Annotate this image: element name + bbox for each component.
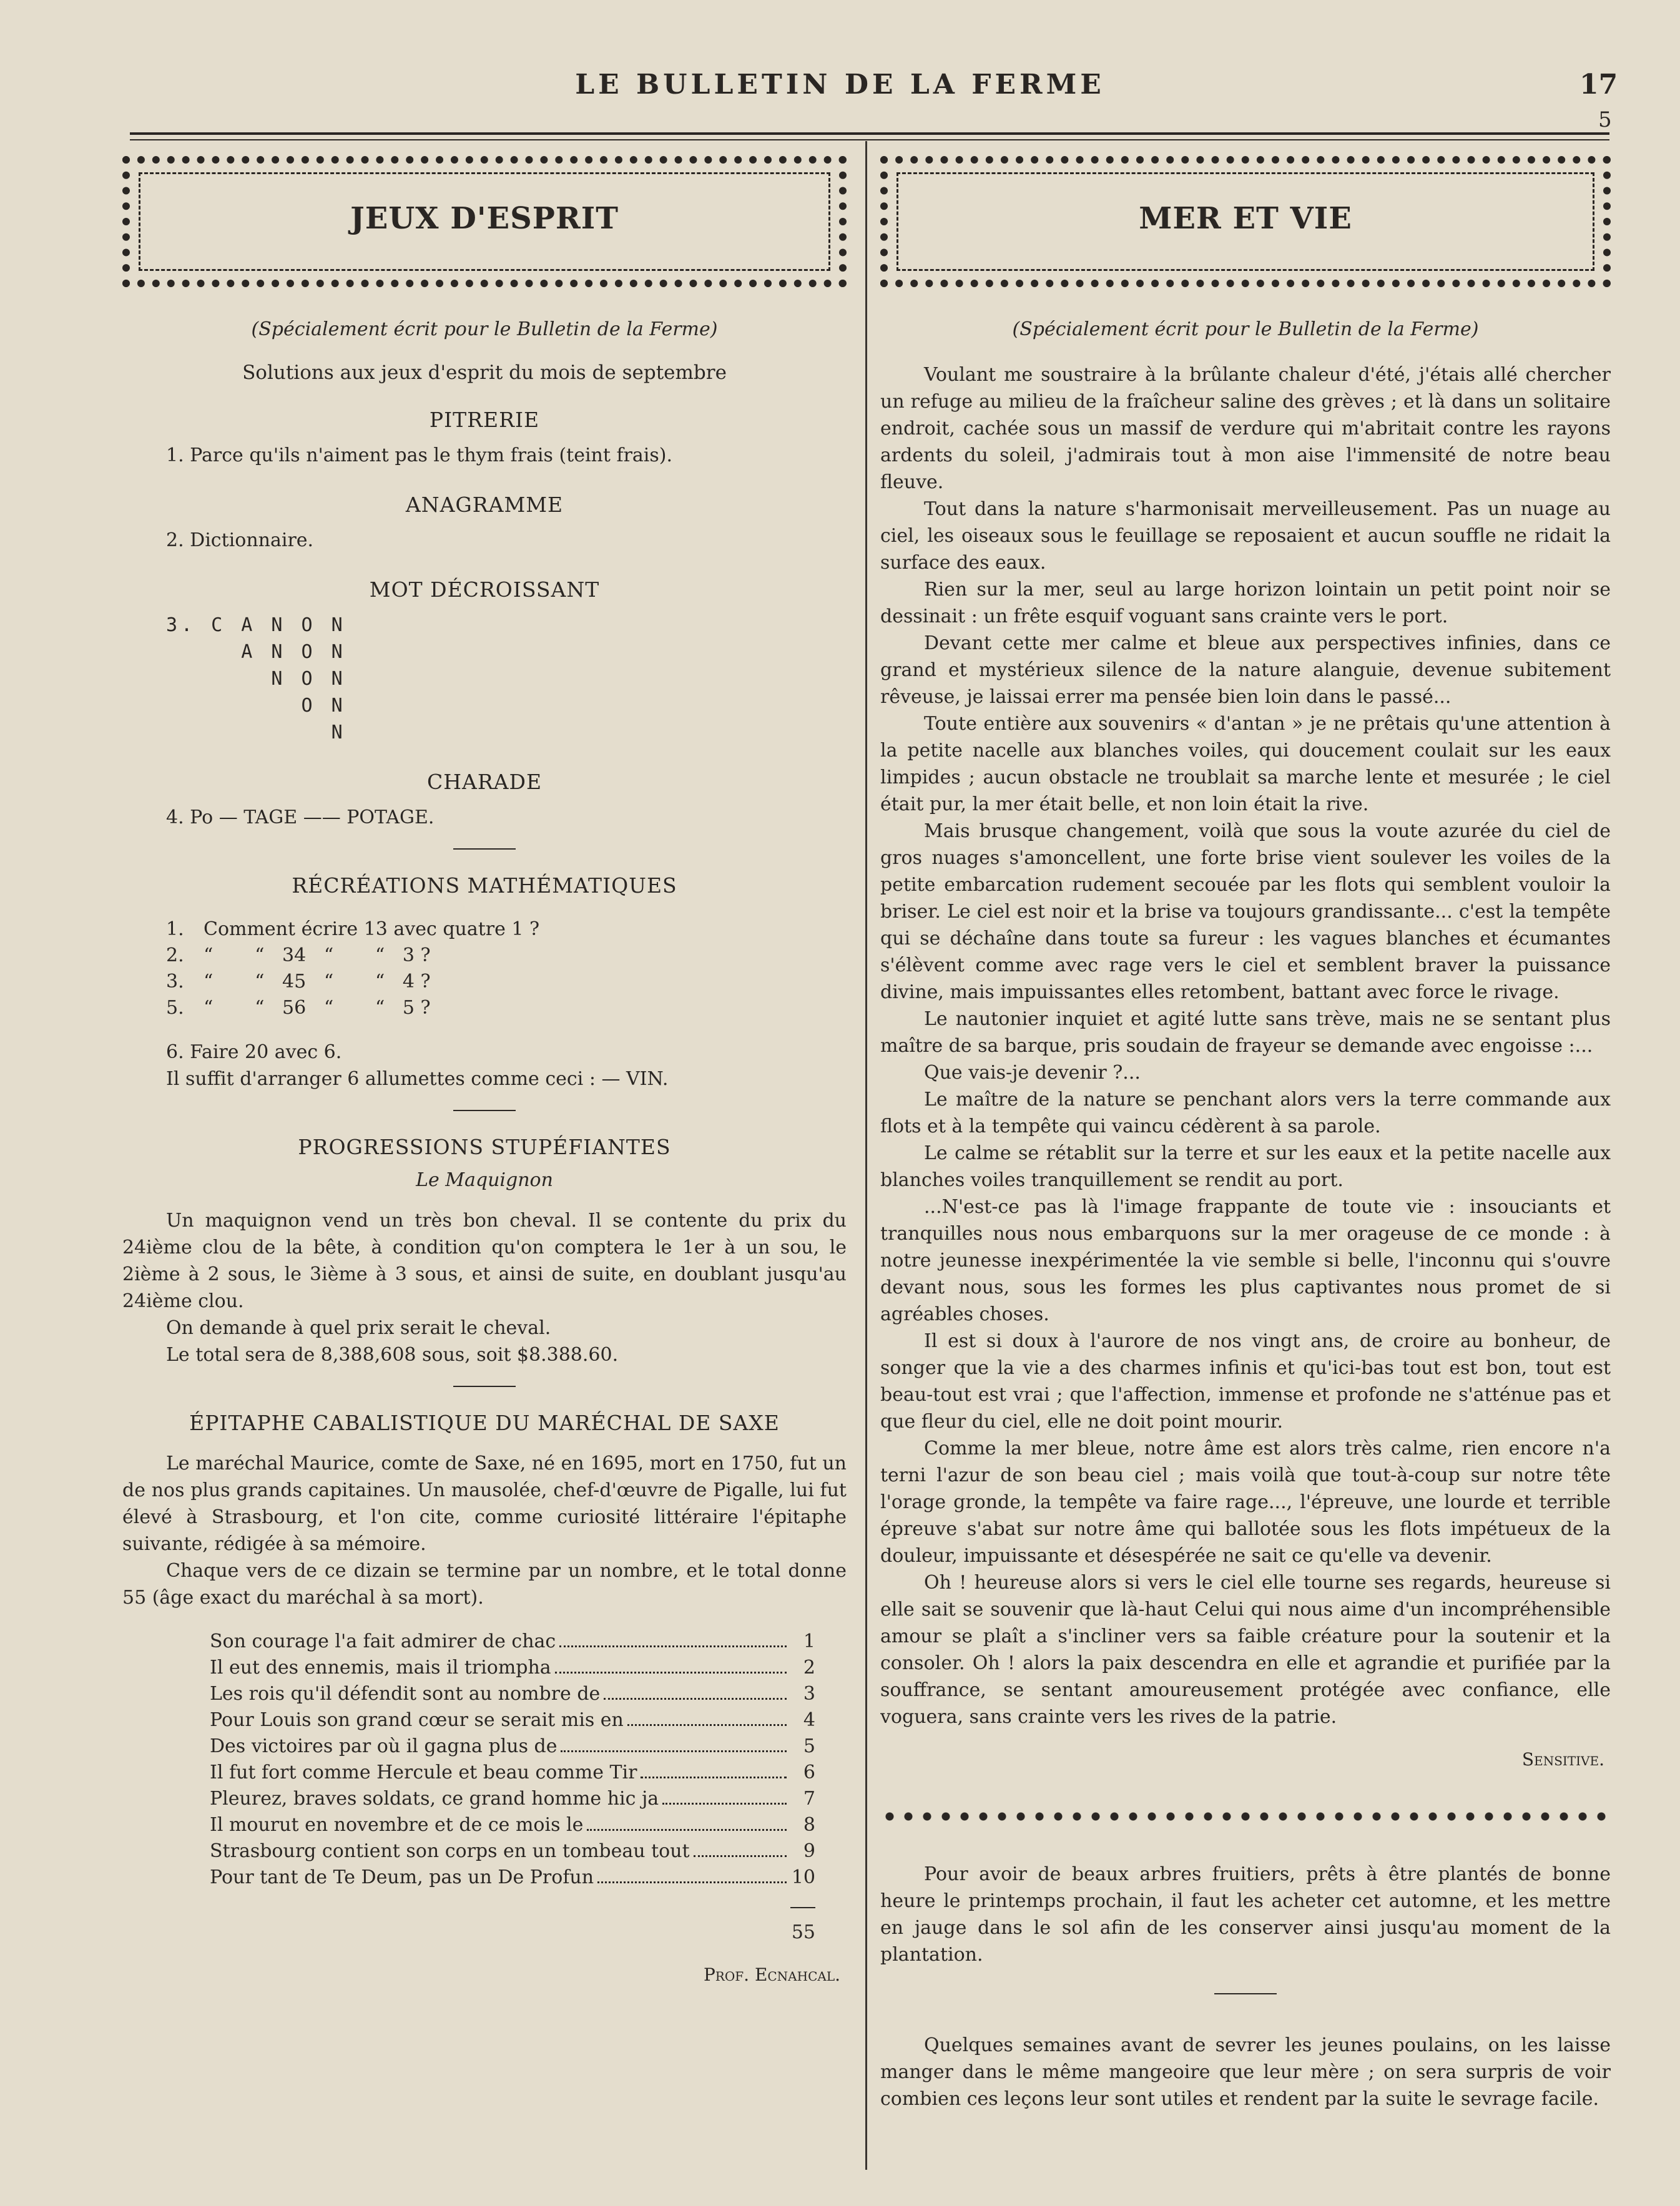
paragraph: Devant cette mer calme et bleue aux perspectives infinies, dans ce grand et mystérieux silence de la nature alanguie, devenue subitement rêveuse, je laissai errer ma pensée bien loin dans le passé... xyxy=(880,632,1611,708)
subhead-pitrerie: PITRERIE xyxy=(429,408,540,432)
verse-line: Des victoires par où il gagna plus de 5 xyxy=(210,1733,815,1760)
subhead-epitaphe: ÉPITAPHE CABALISTIQUE DU MARÉCHAL DE SAXE xyxy=(189,1411,780,1435)
paragraph: Le nautonier inquiet et agité lutte sans trève, mais ne se sentant plus maître de sa barque, pris soudain de frayeur se demande avec engoisse :... xyxy=(880,1008,1611,1057)
paragraph: Il est si doux à l'aurore de nos vingt ans, de croire au bonheur, de songer que la vie a des charmes infinis et qu'ici-bas tout est bon, tout est beau-tout est vrai ; que l'affection, immense et profonde ne s'atténue pas et que fleur du ciel, elle ne doit point mourir. xyxy=(880,1330,1611,1433)
paragraph: Rien sur la mer, seul au large horizon lointain un petit point noir se dessinait : un frête esquif voguant sans crainte vers le port. xyxy=(880,579,1611,627)
word-row: 3. C A N O N xyxy=(166,614,346,636)
ornament-row xyxy=(880,1807,1611,1826)
left-column xyxy=(122,156,847,2141)
right-title-box xyxy=(880,156,1611,287)
paragraph: Tout dans la nature s'harmonisait merveilleusement. Pas un nuage au ciel, les oiseaux sous le feuillage se reposaient et aucun souffle ne ridait la surface des eaux. xyxy=(880,498,1611,574)
math-row: 3. “ “ 45 “ “ 4 ? xyxy=(166,971,431,993)
paragraph: Comme la mer bleue, notre âme est alors très calme, rien encore n'a terni l'azur de son beau ciel ; mais voilà que tout-à-coup sur notre tête l'orage gronde, la tempête va faire rage..., l'épreuve, une lourde et terrible épreuve s'abat sur notre âme qui ballotée sous les flots impétueux de la douleur, impuissante et désespérée ne sait ce qu'elle va devenir. xyxy=(880,1438,1611,1567)
word-row: N xyxy=(166,722,346,743)
subhead-mot-decroissant: MOT DÉCROISSANT xyxy=(369,577,600,602)
answer-1: 1. Parce qu'ils n'aiment pas le thym frais (teint frais). xyxy=(166,444,673,466)
subhead-progressions: PROGRESSIONS STUPÉFIANTES xyxy=(298,1135,671,1159)
paragraph: Voulant me soustraire à la brûlante chaleur d'été, j'étais allé chercher un refuge au milieu de la fraîcheur saline des grèves ; et là dans un solitaire endroit, cachée sous un massif de verdure qui m'abritait contre les rayons ardents du soleil, j'admirais tout à mon aise l'immensité de notre beau fleuve. xyxy=(880,364,1611,493)
note-paragraph: Pour avoir de beaux arbres fruitiers, prêts à être plantés de bonne heure le printemps prochain, il faut les acheter cet automne, et les mettre en jauge dans le sol afin de les conserver ainsi jusqu'au moment de la plantation. xyxy=(880,1863,1611,1966)
paragraph: Toute entière aux souvenirs « d'antan » je ne prêtais qu'une attention à la petite nacelle aux blanches voiles, qui doucement coulait sur les eaux limpides ; aucun obstacle ne troublait sa marche lente et mesurée ; le ciel était pur, la mer était belle, et non loin était la rive. xyxy=(880,713,1611,815)
paragraph: Le total sera de 8,388,608 sous, soit $8.388.60. xyxy=(166,1344,619,1366)
section-title-mer: MER ET VIE xyxy=(1139,201,1352,236)
verse-line: Les rois qu'il défendit sont au nombre de 3 xyxy=(210,1681,815,1707)
verse-line: Pleurez, braves soldats, ce grand homme hic ja 7 xyxy=(210,1786,815,1812)
page-title: LE BULLETIN DE LA FERME xyxy=(575,69,1105,100)
section-title-jeux: JEUX D'ESPRIT xyxy=(350,201,619,236)
answer-6: 6. Faire 20 avec 6. xyxy=(166,1041,342,1063)
answer-2: 2. Dictionnaire. xyxy=(166,529,314,551)
separator-rule xyxy=(1214,1993,1277,1994)
separator-rule xyxy=(453,848,516,850)
paragraph: Le calme se rétablit sur la terre et sur les eaux et la petite nacelle aux blanches voiles tranquillement se rendit au port. xyxy=(880,1142,1611,1191)
page-header xyxy=(0,69,1680,132)
separator-rule xyxy=(453,1110,516,1111)
math-row: 1. Comment écrire 13 avec quatre 1 ? xyxy=(166,918,540,940)
verse-line: Pour Louis son grand cœur se serait mis en 4 xyxy=(210,1707,815,1733)
note-paragraph: Quelques semaines avant de sevrer les jeunes poulains, on les laisse manger dans le même mangeoire que leur mère ; on sera surpris de voir combien ces leçons leur sont utiles et rendent par la suite le sevrage facile. xyxy=(880,2034,1611,2110)
word-row: N O N xyxy=(166,668,346,690)
verse-line: Il eut des ennemis, mais il triompha 2 xyxy=(210,1655,815,1681)
verse-line: Strasbourg contient son corps en un tombeau tout 9 xyxy=(210,1838,815,1865)
paragraph: Le maréchal Maurice, comte de Saxe, né en 1695, mort en 1750, fut un de nos plus grands capitaines. Un mausolée, chef-d'œuvre de Pigalle, lui fut élevé à Strasbourg, et l'on cite, comme curiosité littéraire l'épitaphe suivante, rédigée à sa mémoire. xyxy=(122,1453,847,1555)
subhead-anagramme: ANAGRAMME xyxy=(405,493,564,517)
verse-line: Son courage l'a fait admirer de chac 1 xyxy=(210,1629,815,1655)
verse-line: Il mourut en novembre et de ce mois le 8 xyxy=(210,1812,815,1838)
paragraph: Chaque vers de ce dizain se termine par un nombre, et le total donne 55 (âge exact du maréchal à sa mort). xyxy=(122,1560,847,1609)
verse-line: Pour tant de Te Deum, pas un De Profun 10 xyxy=(210,1865,815,1891)
paragraph: Oh ! heureuse alors si vers le ciel elle tourne ses regards, heureuse si elle sait se souvenir que là-haut Celui qui nous aime d'un incompréhensible amour se plaît a s'incliner vers sa faible créature pour la soutenir et la consoler. Oh ! alors la paix descendra en elle et agrandie et purifiée par la souffrance, se sentant amoureusement protégée avec confiance, elle voguera, sans crainte vers les rives de la patrie. xyxy=(880,1572,1611,1728)
header-rule xyxy=(130,132,1609,140)
verse-total: 55 xyxy=(122,1907,847,1946)
paragraph: ...N'est-ce pas là l'image frappante de toute vie : insouciants et tranquilles nous nous embarquons sur la mer orageuse de ce monde : à notre jeunesse inexpérimentée la vie semble si belle, l'inconnu qui s'ouvre devant nous, sous les formes les plus captivantes nous promet de si agréables choses. xyxy=(880,1196,1611,1325)
epitaph-verses xyxy=(122,1629,847,1891)
answer-6-detail: Il suffit d'arranger 6 allumettes comme ceci : — VIN. xyxy=(166,1068,669,1090)
answer-4: 4. Po — TAGE —— POTAGE. xyxy=(166,806,435,828)
page-number: 17 xyxy=(1579,69,1618,100)
word-row: A N O N xyxy=(166,641,346,663)
subhead-charade: CHARADE xyxy=(426,770,543,794)
word-pyramid xyxy=(166,612,847,746)
byline: (Spécialement écrit pour le Bulletin de la Ferme) xyxy=(251,318,718,340)
signature: Prof. Ecnahcal. xyxy=(703,1964,840,1985)
left-title-box xyxy=(122,156,847,287)
signature: Sensitive. xyxy=(1521,1749,1604,1770)
paragraph: Un maquignon vend un très bon cheval. Il se contente du prix du 24ième clou de la bête, à condition qu'on comptera le 1er à un sou, le 2ième à 2 sous, le 3ième à 3 sous, et ainsi de suite, en doublant jusqu'au 24ième clou. xyxy=(122,1210,847,1312)
verse-line: Il fut fort comme Hercule et beau comme Tir 6 xyxy=(210,1760,815,1786)
paragraph: Que vais-je devenir ?... xyxy=(924,1062,1141,1084)
separator-rule xyxy=(453,1386,516,1387)
subtitle-maquignon: Le Maquignon xyxy=(416,1169,553,1191)
math-row: 2. “ “ 34 “ “ 3 ? xyxy=(166,944,431,966)
math-row: 5. “ “ 56 “ “ 5 ? xyxy=(166,997,431,1019)
paragraph: Mais brusque changement, voilà que sous la voute azurée du ciel de gros nuages s'amoncellent, une forte brise vient soulever les voiles de la petite embarcation rudement secouée par les flots qui semblent vouloir la briser. Le ciel est noir et la brise va toujours grandissante... c'est la tempête qui se déchaîne dans toute sa fureur : les vagues blanches et écumantes s'élèvent comme avec rage vers le ciel et semblent braver la puissance divine, mais impuissantes elles retombent, battant avec force le rivage. xyxy=(880,820,1611,1003)
paragraph: Le maître de la nature se penchant alors vers la terre commande aux flots et à la tempête qui vaincu cédèrent à sa parole. xyxy=(880,1089,1611,1137)
byline: (Spécialement écrit pour le Bulletin de la Ferme) xyxy=(1012,318,1479,340)
paragraph: On demande à quel prix serait le cheval. xyxy=(166,1317,551,1339)
intro-line: Solutions aux jeux d'esprit du mois de septembre xyxy=(242,361,727,384)
column-divider xyxy=(865,141,867,2170)
subhead-recreations: RÉCRÉATIONS MATHÉMATIQUES xyxy=(292,873,677,898)
page-corner-mark: 5 xyxy=(1598,107,1612,132)
right-column xyxy=(880,156,1611,2141)
word-row: O N xyxy=(166,695,346,717)
